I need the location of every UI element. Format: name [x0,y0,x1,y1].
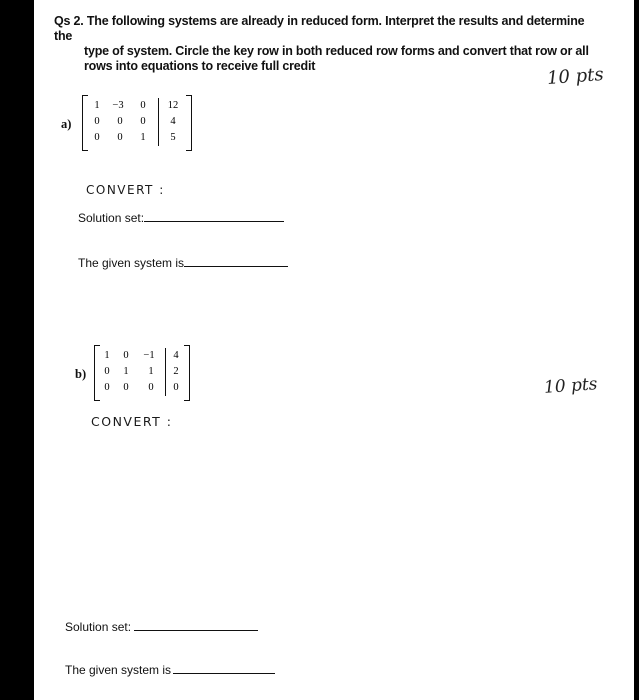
matrix-b-cell: 0 [123,382,129,393]
matrix-a-cell: 0 [94,132,100,143]
matrix-b-cell: 0 [104,382,110,393]
system-type-b-blank[interactable] [173,673,275,674]
matrix-b [94,345,190,401]
part-b-label: b) [75,367,87,381]
system-type-a [78,256,288,270]
solution-set-b-blank[interactable] [134,630,258,631]
matrix-a-cell: 0 [140,116,146,127]
matrix-a-cell: 1 [94,100,100,111]
matrix-a-cell: 4 [170,116,176,127]
question-text-line1: The following systems are already in reduced form. Interpret the results and determine the [54,14,585,43]
solution-set-a-label: Solution set: [78,211,145,225]
matrix-b-cell: 1 [104,350,110,361]
matrix-b-right-bracket [184,345,190,401]
matrix-b-cell: −1 [143,350,155,361]
convert-note-b: CONVERT : [91,414,173,429]
worksheet-page [34,0,634,700]
question-text-rest: type of system. Circle the key row in both reduced row forms and convert that row or all rows into equations to receive full credit [84,44,589,73]
solution-set-b [65,620,258,634]
part-a-label: a) [61,117,72,131]
matrix-b-augment-line [165,348,166,396]
matrix-a-cell: 0 [140,100,146,111]
matrix-a-cell: 1 [140,132,146,143]
question-prompt [54,14,594,74]
matrix-b-cell: 4 [173,350,179,361]
matrix-a-cell: 5 [170,132,176,143]
matrix-a-augment-line [158,98,159,146]
matrix-a [82,95,192,151]
system-type-b [65,663,275,677]
points-note-a: 10 pts [546,64,605,89]
matrix-b-cell: 0 [148,382,154,393]
system-type-a-blank[interactable] [184,266,288,267]
solution-set-a-blank[interactable] [144,221,284,222]
matrix-b-cell: 2 [173,366,179,377]
matrix-b-cell: 1 [148,366,154,377]
matrix-b-cell: 0 [104,366,110,377]
solution-set-a [78,211,284,225]
question-number: Qs 2. [54,14,84,28]
matrix-a-cell: 0 [94,116,100,127]
matrix-a-left-bracket [82,95,88,151]
matrix-a-cell: 0 [117,132,123,143]
matrix-a-cell: 0 [117,116,123,127]
matrix-b-cell: 0 [123,350,129,361]
matrix-b-cell: 1 [123,366,129,377]
matrix-b-cell: 0 [173,382,179,393]
convert-note-a: CONVERT : [86,183,165,197]
system-type-a-label: The given system is [78,256,185,270]
matrix-a-cell: 12 [167,100,179,111]
matrix-a-cell: −3 [112,100,124,111]
system-type-b-label: The given system is [65,663,172,677]
matrix-a-right-bracket [186,95,192,151]
solution-set-b-label: Solution set: [65,620,132,634]
points-note-b: 10 pts [543,374,599,398]
